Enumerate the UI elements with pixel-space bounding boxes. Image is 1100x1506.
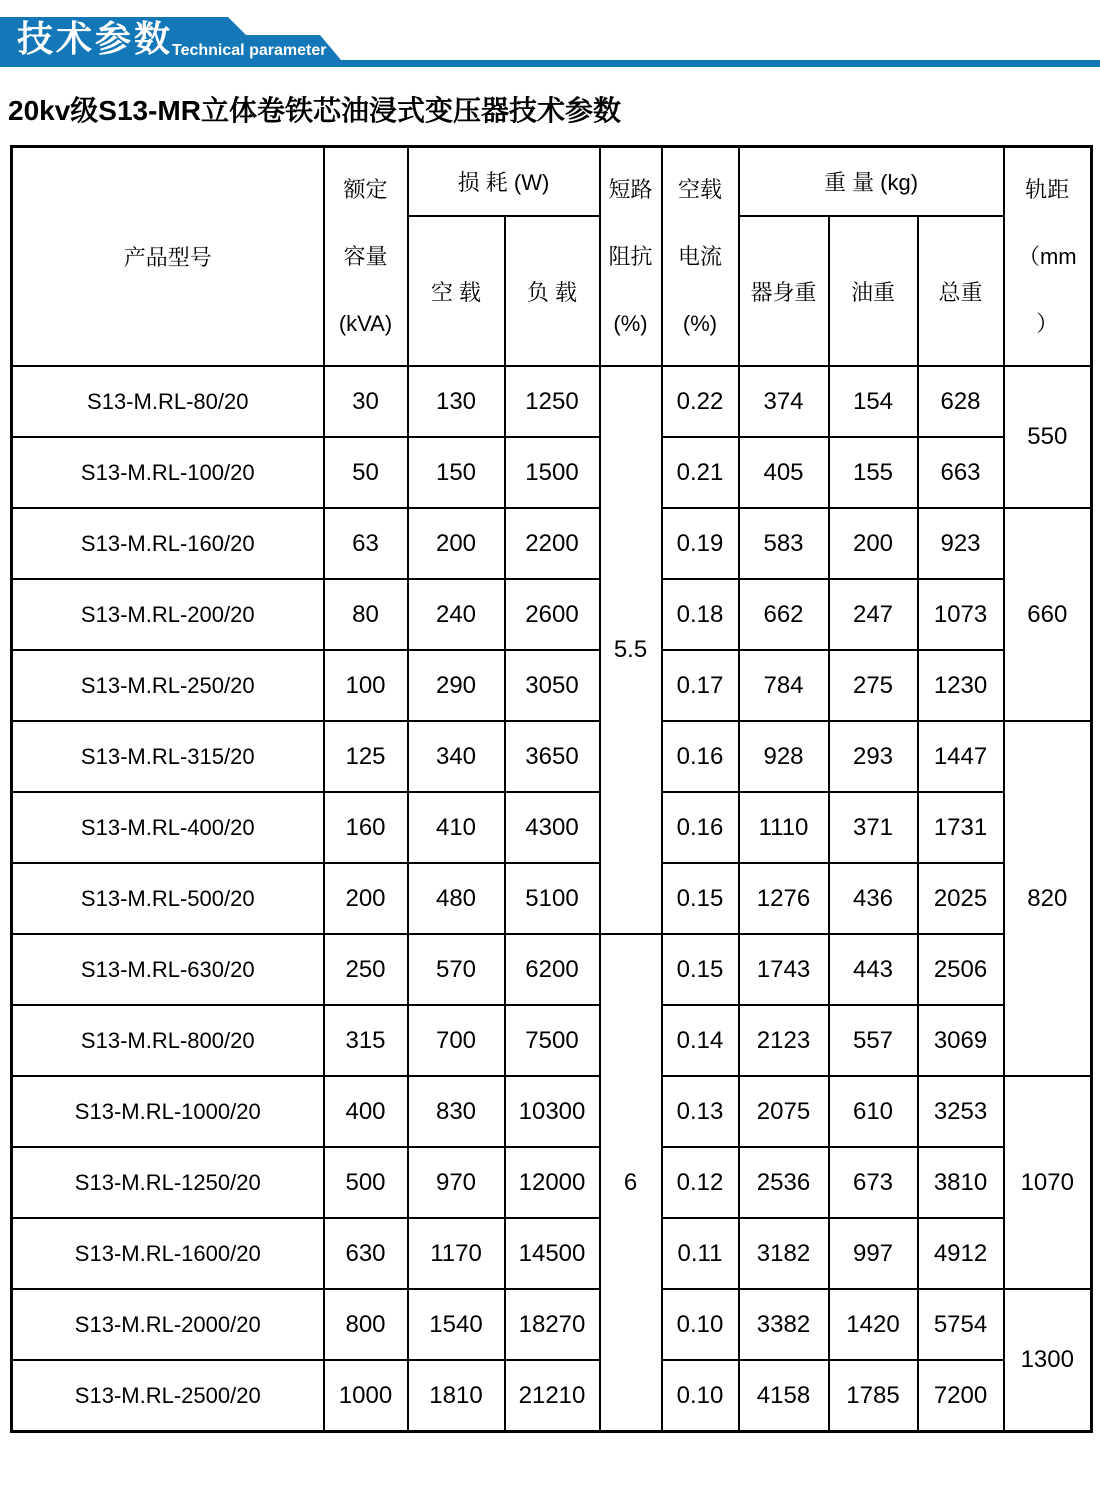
cell-weight-body: 1110 [739,792,829,863]
cell-capacity: 30 [324,366,408,437]
cell-weight-oil: 443 [829,934,918,1005]
table-row [12,1147,1092,1218]
col-header-no-load-current-line1: 空载 [677,177,722,203]
cell-weight-total: 1230 [918,650,1004,721]
table-row [12,1289,1092,1360]
cell-no-load-current: 0.16 [662,792,739,863]
cell-load-loss: 12000 [505,1147,600,1218]
cell-capacity: 400 [324,1076,408,1147]
cell-weight-total: 7200 [918,1360,1004,1432]
cell-weight-total: 1731 [918,792,1004,863]
cell-load-loss: 14500 [505,1218,600,1289]
cell-gauge-merged: 660 [1004,508,1092,721]
table-row [12,934,1092,1005]
cell-load-loss: 1500 [505,437,600,508]
cell-weight-total: 3810 [918,1147,1004,1218]
table-row [12,579,1092,650]
cell-weight-total: 2506 [918,934,1004,1005]
cell-no-load-loss: 290 [408,650,505,721]
col-header-impedance-line3: (%) [613,311,648,337]
col-header-capacity-line3: (kVA) [338,311,393,337]
cell-weight-total: 628 [918,366,1004,437]
cell-no-load-current: 0.13 [662,1076,739,1147]
col-header-impedance-line2: 阻抗 [608,244,653,270]
table-row [12,1218,1092,1289]
banner-title-cn: 技术参数 [17,18,174,59]
spec-table-header [12,146,1092,366]
cell-no-load-loss: 1170 [408,1218,505,1289]
cell-weight-body: 583 [739,508,829,579]
col-header-loss-group: 损 耗 (W) [408,146,600,216]
cell-capacity: 100 [324,650,408,721]
cell-load-loss: 1250 [505,366,600,437]
cell-load-loss: 2200 [505,508,600,579]
cell-weight-oil: 673 [829,1147,918,1218]
col-header-weight-group: 重 量 (kg) [739,146,1004,216]
cell-load-loss: 4300 [505,792,600,863]
cell-weight-body: 2075 [739,1076,829,1147]
col-header-no-load-current [662,146,739,366]
table-row [12,650,1092,721]
cell-capacity: 125 [324,721,408,792]
cell-capacity: 315 [324,1005,408,1076]
cell-model: S13-M.RL-630/20 [12,934,324,1005]
col-header-capacity-line2: 容量 [343,244,388,270]
cell-weight-body: 374 [739,366,829,437]
cell-weight-oil: 557 [829,1005,918,1076]
cell-no-load-current: 0.19 [662,508,739,579]
cell-weight-total: 663 [918,437,1004,508]
cell-no-load-loss: 240 [408,579,505,650]
cell-no-load-loss: 570 [408,934,505,1005]
cell-weight-body: 2536 [739,1147,829,1218]
cell-load-loss: 6200 [505,934,600,1005]
cell-weight-oil: 293 [829,721,918,792]
cell-model: S13-M.RL-400/20 [12,792,324,863]
cell-no-load-loss: 200 [408,508,505,579]
cell-weight-oil: 154 [829,366,918,437]
cell-weight-total: 1447 [918,721,1004,792]
cell-capacity: 800 [324,1289,408,1360]
cell-load-loss: 3050 [505,650,600,721]
cell-no-load-current: 0.11 [662,1218,739,1289]
cell-weight-oil: 371 [829,792,918,863]
cell-no-load-loss: 340 [408,721,505,792]
cell-no-load-current: 0.14 [662,1005,739,1076]
col-header-capacity-line1: 额定 [343,177,388,203]
cell-weight-oil: 1785 [829,1360,918,1432]
cell-model: S13-M.RL-100/20 [12,437,324,508]
cell-model: S13-M.RL-315/20 [12,721,324,792]
table-row [12,1360,1092,1432]
col-header-model: 产品型号 [12,146,324,366]
cell-capacity: 1000 [324,1360,408,1432]
col-header-gauge [1004,146,1092,366]
cell-load-loss: 2600 [505,579,600,650]
cell-load-loss: 5100 [505,863,600,934]
cell-load-loss: 7500 [505,1005,600,1076]
cell-model: S13-M.RL-1600/20 [12,1218,324,1289]
cell-model: S13-M.RL-1000/20 [12,1076,324,1147]
cell-weight-body: 2123 [739,1005,829,1076]
cell-model: S13-M.RL-2000/20 [12,1289,324,1360]
cell-weight-body: 784 [739,650,829,721]
cell-weight-body: 1276 [739,863,829,934]
table-row [12,366,1092,437]
col-header-impedance-line1: 短路 [608,177,653,203]
spec-table [10,145,1093,1434]
col-header-gauge-line1: 轨距 [1025,177,1070,203]
col-header-no-load-current-line2: 电流 [677,244,722,270]
col-header-weight-total: 总重 [918,216,1004,366]
col-header-gauge-line3: ） [1036,311,1059,337]
cell-no-load-current: 0.12 [662,1147,739,1218]
cell-model: S13-M.RL-1250/20 [12,1147,324,1218]
cell-weight-oil: 997 [829,1218,918,1289]
cell-no-load-loss: 1540 [408,1289,505,1360]
cell-no-load-current: 0.15 [662,934,739,1005]
table-row [12,437,1092,508]
cell-model: S13-M.RL-160/20 [12,508,324,579]
table-row [12,1005,1092,1076]
cell-model: S13-M.RL-250/20 [12,650,324,721]
banner-title-en: Technical parameter [172,42,327,59]
cell-gauge-merged: 1070 [1004,1076,1092,1289]
cell-load-loss: 21210 [505,1360,600,1432]
cell-weight-oil: 200 [829,508,918,579]
cell-no-load-loss: 150 [408,437,505,508]
cell-no-load-current: 0.15 [662,863,739,934]
cell-weight-body: 662 [739,579,829,650]
cell-capacity: 250 [324,934,408,1005]
cell-weight-body: 928 [739,721,829,792]
cell-impedance-merged: 6 [600,934,662,1432]
cell-weight-total: 4912 [918,1218,1004,1289]
cell-weight-total: 5754 [918,1289,1004,1360]
cell-weight-oil: 247 [829,579,918,650]
cell-weight-total: 2025 [918,863,1004,934]
cell-load-loss: 3650 [505,721,600,792]
col-header-weight-body: 器身重 [739,216,829,366]
table-row [12,721,1092,792]
cell-weight-total: 3069 [918,1005,1004,1076]
cell-model: S13-M.RL-80/20 [12,366,324,437]
cell-no-load-current: 0.16 [662,721,739,792]
spec-table-body [12,366,1092,1432]
cell-model: S13-M.RL-800/20 [12,1005,324,1076]
cell-weight-oil: 275 [829,650,918,721]
col-header-loss-load: 负 载 [505,216,600,366]
cell-load-loss: 18270 [505,1289,600,1360]
cell-gauge-merged: 1300 [1004,1289,1092,1432]
cell-impedance-merged: 5.5 [600,366,662,934]
section-header-banner [0,0,1100,70]
cell-no-load-current: 0.18 [662,579,739,650]
cell-no-load-current: 0.17 [662,650,739,721]
cell-weight-body: 1743 [739,934,829,1005]
page-title: 20kv级S13-MR立体卷铁芯油浸式变压器技术参数 [8,95,621,126]
cell-gauge-merged: 550 [1004,366,1092,508]
cell-weight-oil: 610 [829,1076,918,1147]
cell-no-load-loss: 1810 [408,1360,505,1432]
col-header-loss-no-load: 空 载 [408,216,505,366]
cell-weight-body: 3382 [739,1289,829,1360]
header-row-groups [12,146,1092,216]
cell-weight-oil: 1420 [829,1289,918,1360]
cell-capacity: 63 [324,508,408,579]
table-row [12,1076,1092,1147]
cell-weight-body: 4158 [739,1360,829,1432]
cell-no-load-current: 0.10 [662,1360,739,1432]
cell-capacity: 80 [324,579,408,650]
cell-weight-oil: 436 [829,863,918,934]
cell-capacity: 50 [324,437,408,508]
cell-no-load-loss: 130 [408,366,505,437]
col-header-gauge-line2: （mm [1017,244,1077,270]
cell-weight-body: 405 [739,437,829,508]
cell-weight-total: 923 [918,508,1004,579]
cell-weight-oil: 155 [829,437,918,508]
cell-no-load-loss: 480 [408,863,505,934]
cell-weight-total: 3253 [918,1076,1004,1147]
cell-capacity: 200 [324,863,408,934]
cell-no-load-current: 0.10 [662,1289,739,1360]
cell-no-load-current: 0.22 [662,366,739,437]
table-row [12,508,1092,579]
cell-no-load-loss: 410 [408,792,505,863]
col-header-impedance [600,146,662,366]
cell-capacity: 630 [324,1218,408,1289]
cell-model: S13-M.RL-2500/20 [12,1360,324,1432]
cell-weight-body: 3182 [739,1218,829,1289]
cell-model: S13-M.RL-200/20 [12,579,324,650]
col-header-weight-oil: 油重 [829,216,918,366]
cell-load-loss: 10300 [505,1076,600,1147]
cell-no-load-current: 0.21 [662,437,739,508]
col-header-no-load-current-line3: (%) [682,311,718,337]
cell-capacity: 160 [324,792,408,863]
cell-gauge-merged: 820 [1004,721,1092,1076]
cell-model: S13-M.RL-500/20 [12,863,324,934]
table-row [12,863,1092,934]
cell-no-load-loss: 970 [408,1147,505,1218]
col-header-capacity [324,146,408,366]
cell-capacity: 500 [324,1147,408,1218]
table-row [12,792,1092,863]
cell-weight-total: 1073 [918,579,1004,650]
cell-no-load-loss: 700 [408,1005,505,1076]
cell-no-load-loss: 830 [408,1076,505,1147]
